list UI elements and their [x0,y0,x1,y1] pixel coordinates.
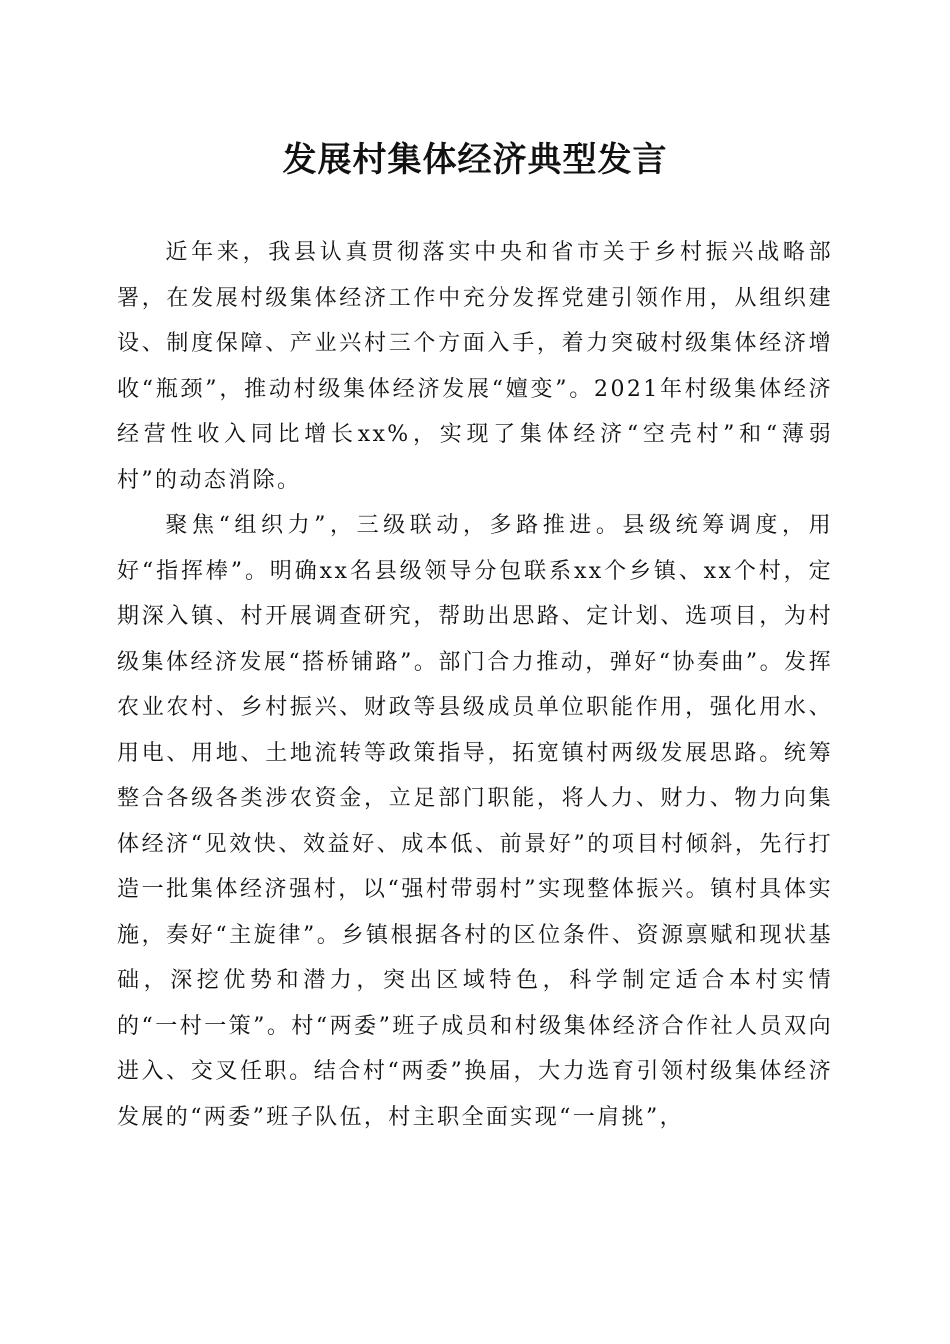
document-title: 发展村集体经济典型发言 [282,140,668,180]
paragraph-intro: 近年来，我县认真贯彻落实中央和省市关于乡村振兴战略部署，在发展村级集体经济工作中充分发挥党建引领作用，从组织建设、制度保障、产业兴村三个方面入手，着力突破村级集体经济增收“瓶颈”，推动村级集体经济发展“嬗变”。2021年村级集体经济经营性收入同比增长xx%，实现了集体经济“空壳村”和“薄弱村”的动态消除。 [117,240,833,493]
document-body [117,230,833,1140]
paragraph-organization: 聚焦“组织力”，三级联动，多路推进。县级统筹调度，用好“指挥棒”。明确xx名县级领导分包联系xx个乡镇、xx个村，定期深入镇、村开展调查研究，帮助出思路、定计划、选项目，为村级集体经济发展“搭桥铺路”。部门合力推动，弹好“协奏曲”。发挥农业农村、乡村振兴、财政等县级成员单位职能作用，强化用水、用电、用地、土地流转等政策指导，拓宽镇村两级发展思路。统筹整合各级各类涉农资金，立足部门职能，将人力、财力、物力向集体经济“见效快、效益好、成本低、前景好”的项目村倾斜，先行打造一批集体经济强村，以“强村带弱村”实现整体振兴。镇村具体实施，奏好“主旋律”。乡镇根据各村的区位条件、资源禀赋和现状基础，深挖优势和潜力，突出区域特色，科学制定适合本村实情的“一村一策”。村“两委”班子成员和村级集体经济合作社人员双向进入、交叉任职。结合村“两委”换届，大力选育引领村级集体经济发展的“两委”班子队伍，村主职全面实现“一肩挑”， [117,513,833,1130]
